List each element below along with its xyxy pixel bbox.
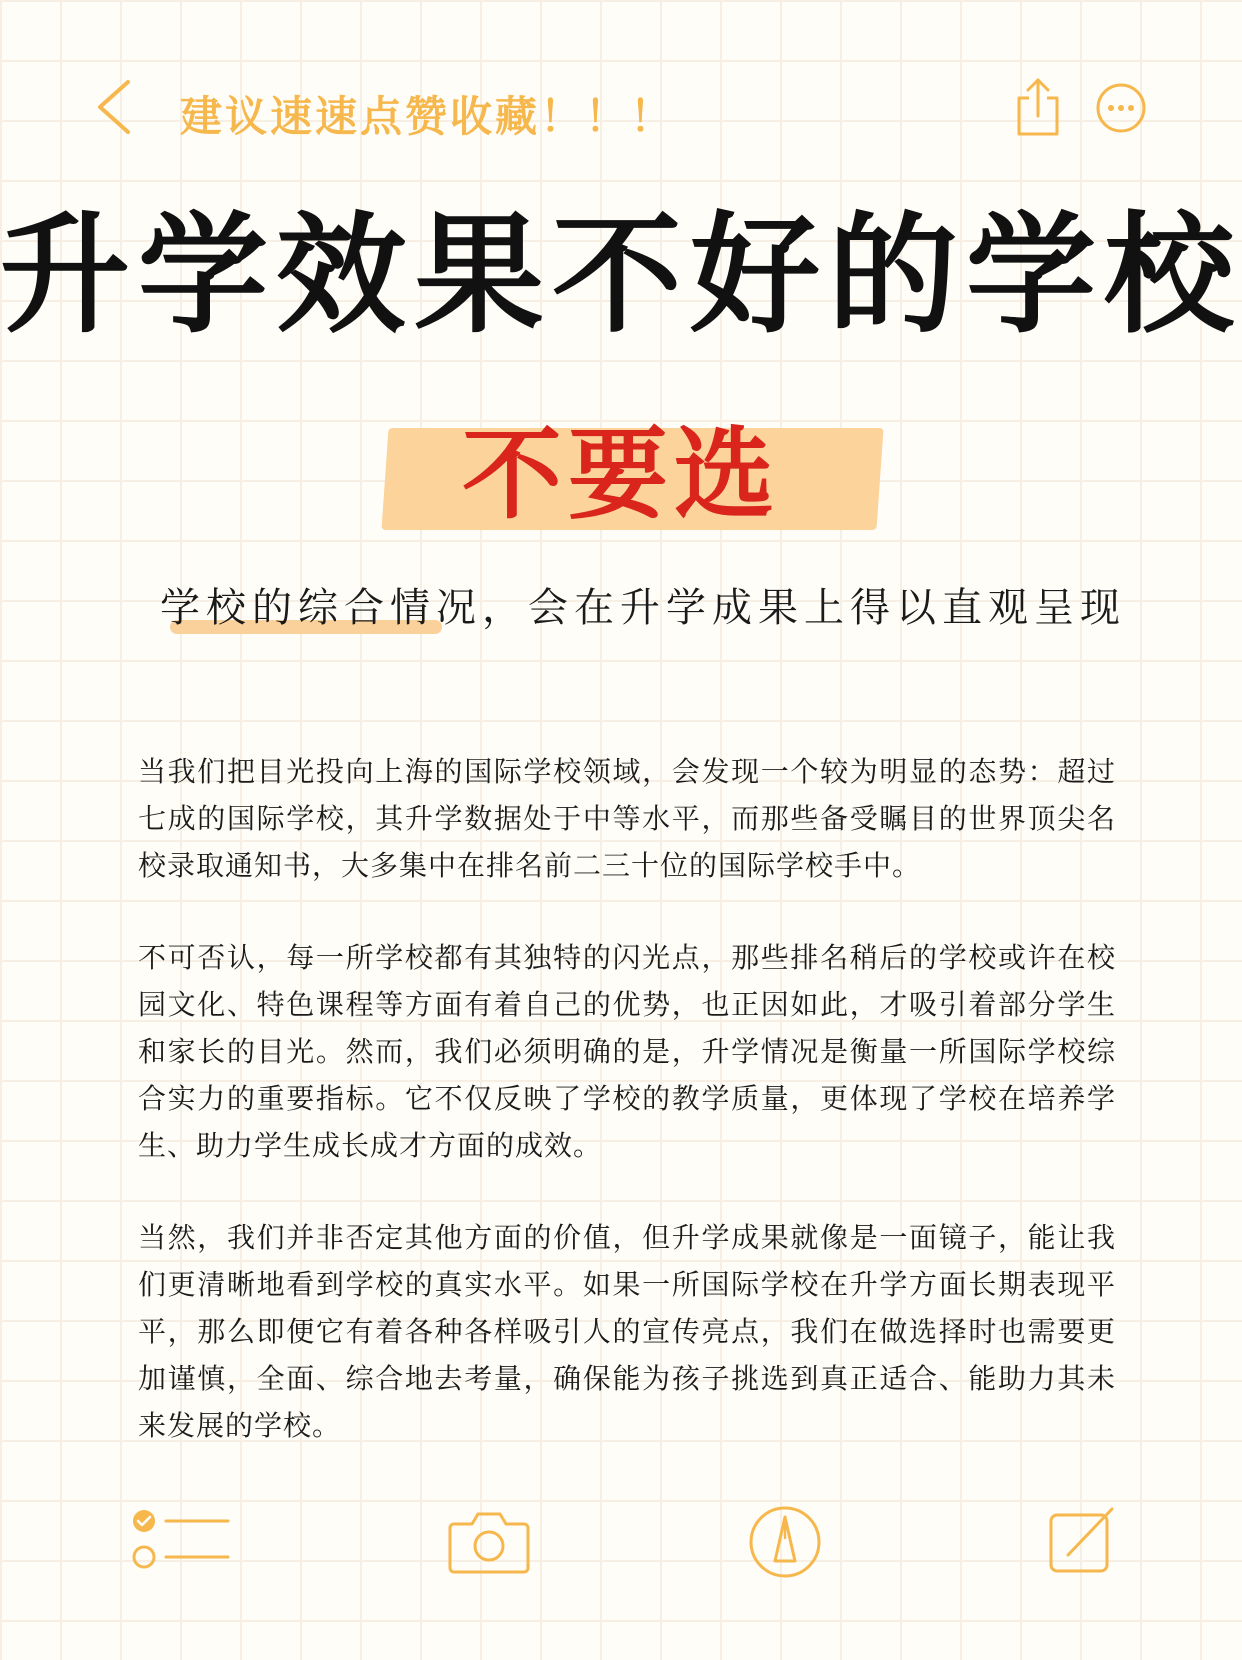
main-headline: 升学效果不好的学校 bbox=[0, 199, 1242, 351]
article-body bbox=[138, 748, 1116, 1494]
compose-icon[interactable] bbox=[1048, 1505, 1116, 1575]
more-icon[interactable] bbox=[1095, 82, 1147, 134]
paragraph: 当我们把目光投向上海的国际学校领域，会发现一个较为明显的态势：超过七成的国际学校，其升学数据处于中等水平，而那些备受瞩目的世界顶尖名校录取通知书，大多集中在排名前二三十位的国际学校手中。 bbox=[138, 755, 1116, 882]
pen-icon[interactable] bbox=[748, 1505, 822, 1579]
chevron-left-icon[interactable] bbox=[90, 78, 140, 136]
tagline: 学校的综合情况，会在升学成果上得以直观呈现 bbox=[160, 585, 1126, 631]
sub-headline: 不要选 bbox=[462, 416, 780, 533]
checklist-icon[interactable] bbox=[130, 1508, 230, 1570]
share-icon[interactable] bbox=[1015, 76, 1061, 138]
page-header-title: 建议速速点赞收藏！！！ bbox=[180, 92, 676, 141]
camera-icon[interactable] bbox=[448, 1508, 530, 1574]
paragraph: 不可否认，每一所学校都有其独特的闪光点，那些排名稍后的学校或许在校园文化、特色课程等方面有着自己的优势，也正因如此，才吸引着部分学生和家长的目光。然而，我们必须明确的是，升学情况是衡量一所国际学校综合实力的重要指标。它不仅反映了学校的教学质量，更体现了学校在培养学生、助力学生成长成才方面的成效。 bbox=[138, 941, 1116, 1162]
paragraph: 当然，我们并非否定其他方面的价值，但升学成果就像是一面镜子，能让我们更清晰地看到学校的真实水平。如果一所国际学校在升学方面长期表现平平，那么即便它有着各种各样吸引人的宣传亮点，我们在做选择时也需要更加谨慎，全面、综合地去考量，确保能为孩子挑选到真正适合、能助力其未来发展的学校。 bbox=[138, 1221, 1116, 1442]
